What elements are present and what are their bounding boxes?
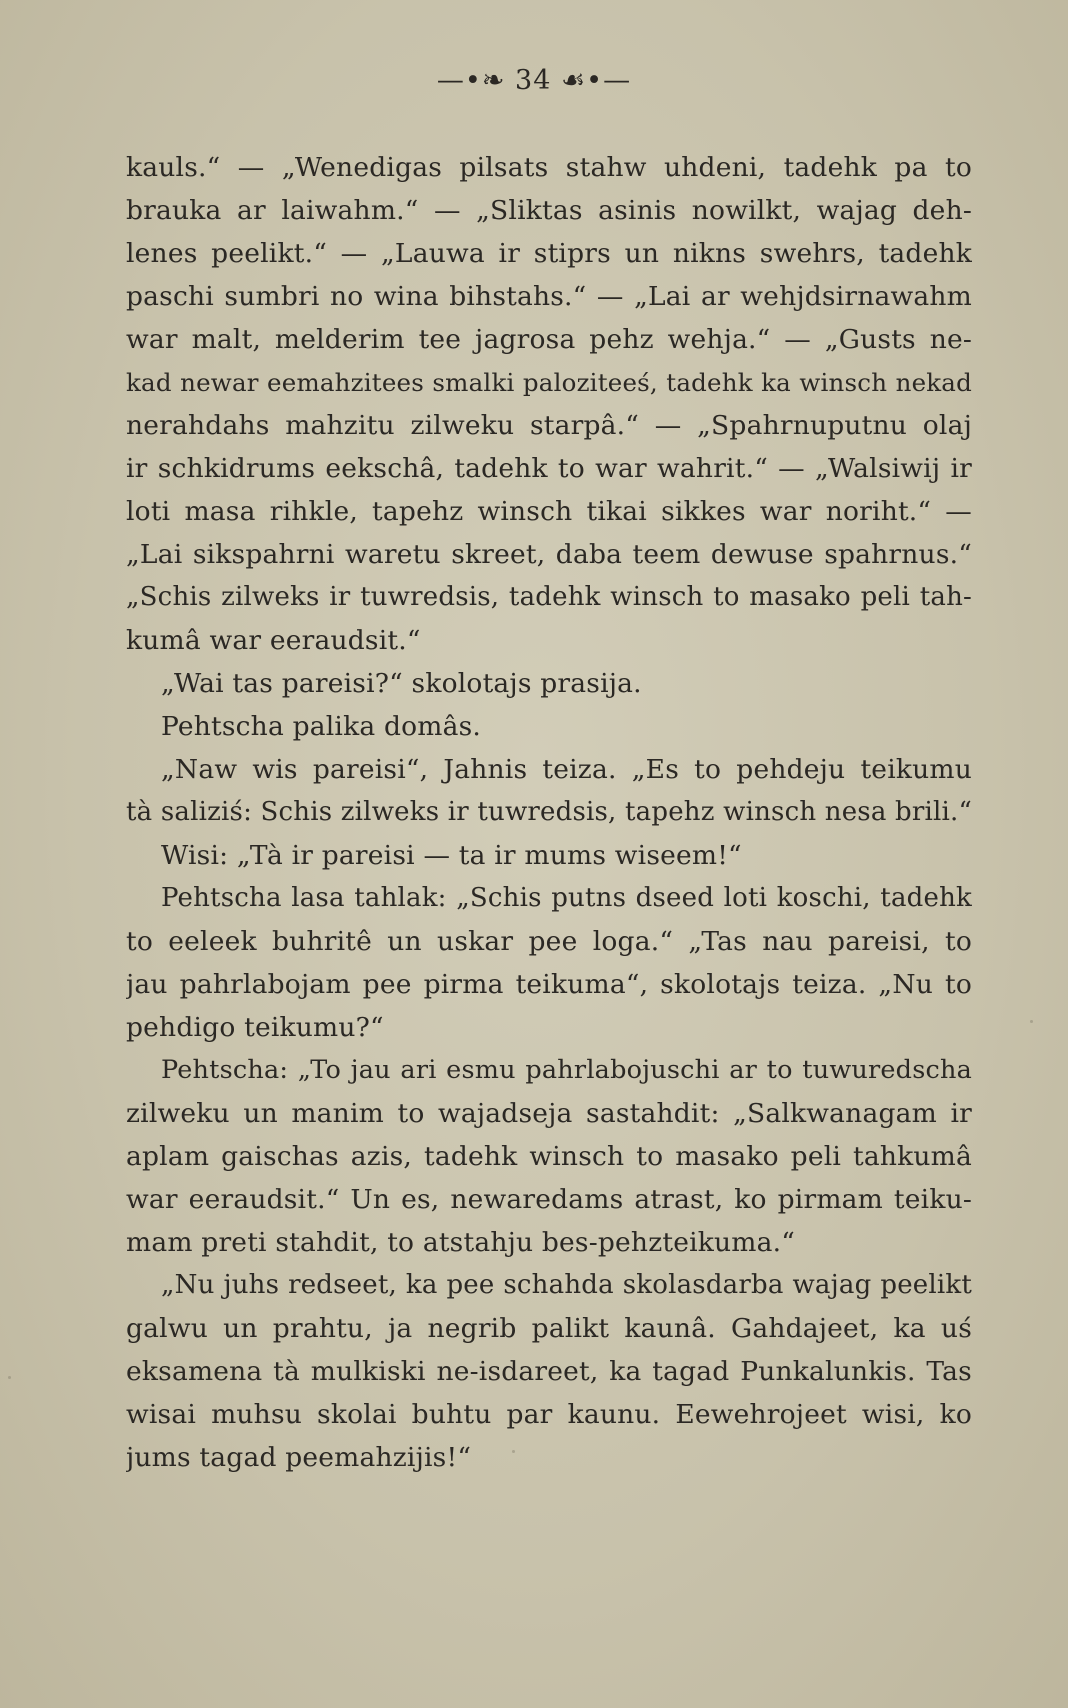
text-line: aplam gaischas azis, tadehk winsch to masako peli tahkumâ [126,1141,972,1172]
text-line: mam preti stahdit, to atstahju bes‐pehzteikuma.“ [126,1227,795,1258]
text-line: ir schkidrums eekschâ, tadehk to war wahrit.“ — „Walsiwij ir [126,453,972,484]
text-line: wisai muhsu skolai buhtu par kaunu. Eewehrojeet wisi, ko [126,1399,972,1430]
text-line: zilweku un manim to wajadseja sastahdit: „Salkwanagam ir [126,1098,972,1129]
text-line: „Nu juhs redseet, ka pee schahda skolasdarba wajag peelikt [161,1270,972,1300]
text-line: kauls.“ — „Wenedigas pilsats stahw uhdeni, tadehk pa to [126,152,972,183]
text-line: jau pahrlabojam pee pirma teikuma“, skolotajs teiza. „Nu to [126,969,972,1000]
text-line: war malt, melderim tee jagrosa pehz wehja.“ — „Gusts ne‐ [126,324,972,355]
text-line: kad newar eemahzitees smalki paloziteeś, tadehk ka winsch nekad [126,368,972,397]
text-line: war eeraudsit.“ Un es, newaredams atrast, ko pirmam teiku‐ [126,1184,972,1215]
text-line: „Naw wis pareisi“, Jahnis teiza. „Es to pehdeju teikumu [161,754,972,785]
paper-speck [8,1376,11,1379]
text-line: brauka ar laiwahm.“ — „Sliktas asinis nowilkt, wajag deh‐ [126,195,972,226]
text-line: pehdigo teikumu?“ [126,1012,384,1043]
text-line: eksamena tà mulkiski ne‐isdareet, ka tagad Punkalunkis. Tas [126,1356,972,1387]
page-number: 34 [515,65,552,96]
text-line: to eeleek buhritê un uskar pee loga.“ „Tas nau pareisi, to [126,926,972,957]
text-line: Pehtscha: „To jau ari esmu pahrlabojuschi ar to tuwuredscha [161,1055,972,1085]
text-line: „Schis zilweks ir tuwredsis, tadehk winsch to masako peli tah‐ [126,582,972,612]
text-line: Wisi: „Tà ir pareisi — ta ir mums wiseem!“ [161,840,742,871]
paper-speck [1030,1020,1033,1023]
text-line: paschi sumbri no wina bihstahs.“ — „Lai ar wehjdsirnawahm [126,281,972,312]
body-text [126,146,972,1479]
left-ornament: —•❧ [436,65,516,96]
text-line: „Lai sikspahrni waretu skreet, daba teem dewuse spahrnus.“ [126,539,972,570]
text-line: lenes peelikt.“ — „Lauwa ir stiprs un nikns swehrs, tadehk [126,238,972,269]
text-line: galwu un prahtu, ja negrib palikt kaunâ. Gahdajeet, ka uś [126,1313,972,1344]
text-line: Pehtscha lasa tahlak: „Schis putns dseed loti koschi, tadehk [161,883,972,913]
text-line: jums tagad peemahzijis!“ [126,1442,472,1473]
text-line: Pehtscha palika domâs. [161,711,482,742]
right-ornament: ☙•— [551,65,632,96]
text-line: kumâ war eeraudsit.“ [126,625,421,656]
text-line: tà saliziś: Schis zilweks ir tuwredsis, tapehz winsch nesa brili.“ [126,797,972,827]
page-number-header [0,64,1068,98]
text-line: loti masa rihkle, tapehz winsch tikai sikkes war noriht.“ — [126,496,972,527]
text-line: „Wai tas pareisi?“ skolotajs prasija. [161,668,642,699]
text-line: nerahdahs mahzitu zilweku starpâ.“ — „Spahrnuputnu olaj [126,410,972,441]
paper-speck [512,1450,515,1453]
